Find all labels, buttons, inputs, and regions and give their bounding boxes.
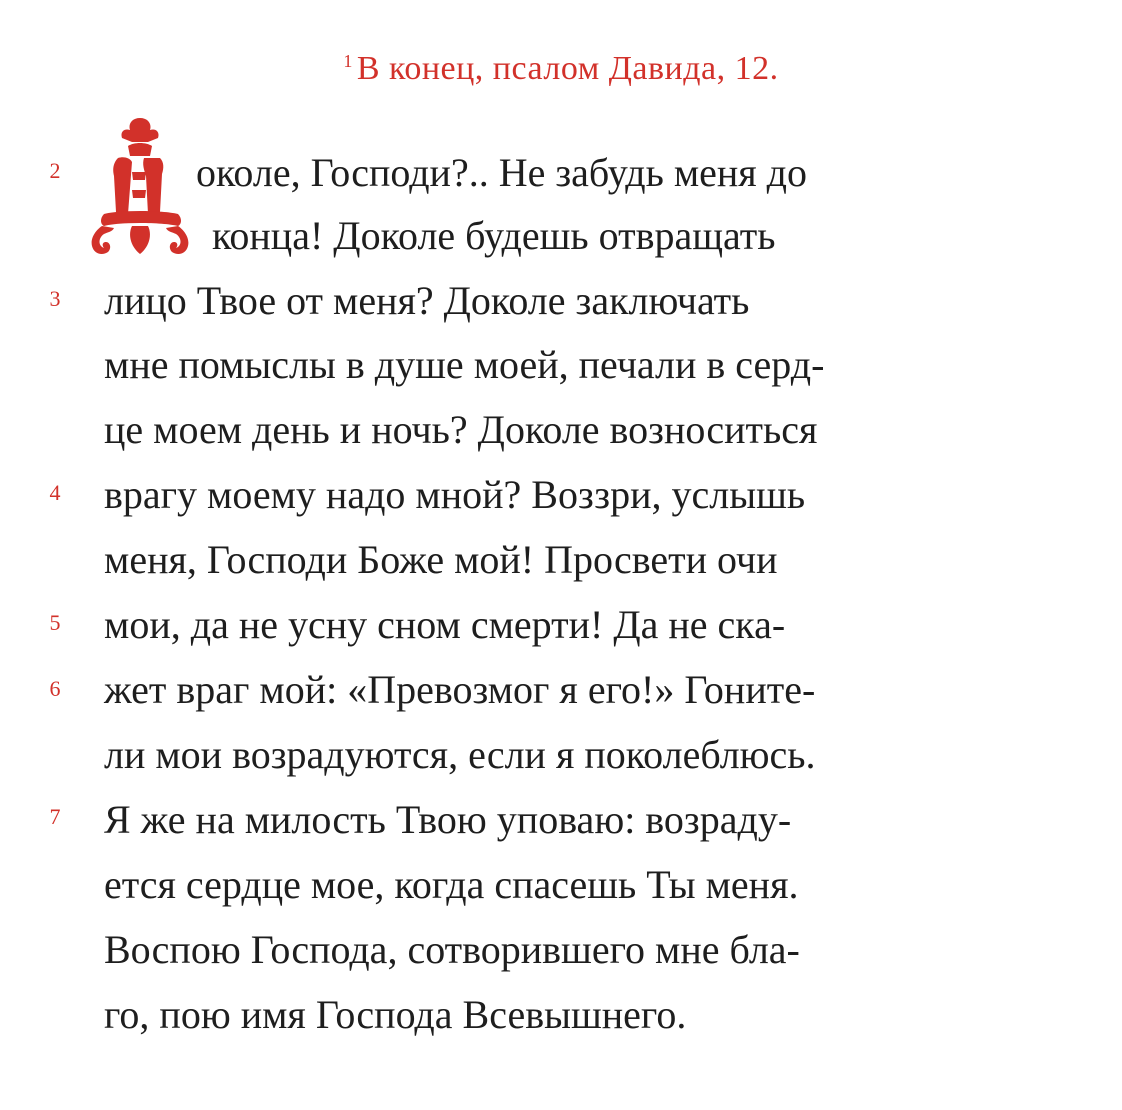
text-line-8: мои, да не усну сном смерти! Да не ска- [104,602,786,647]
heading-title: В конец, псалом Давида, 12. [356,50,779,87]
verse-number-6: 6 [49,676,61,701]
heading-note-number: 1 [343,50,353,71]
text-line-9: жет враг мой: «Превозмог я его!» Гоните- [104,667,816,712]
text-line-2: конца! Доколе будешь отвращать [212,213,776,258]
text-line-6: врагу моему надо мной? Воззри, услышь [104,472,806,517]
text-line-3: лицо Твое от меня? Доколе заключать [104,278,750,323]
text-line-13: Воспою Господа, сотворившего мне бла- [104,927,800,972]
psalm-heading [0,50,1122,88]
text-line-5: це моем день и ночь? Доколе возноситься [104,407,818,452]
text-line-1: околе, Господи?.. Не забудь меня до [196,150,808,195]
verse-number-5: 5 [49,610,61,635]
verse-number-2: 2 [49,158,61,183]
text-line-10: ли мои возрадуются, если я поколеблюсь. [104,732,816,777]
text-line-14: го, пою имя Господа Всевышнего. [104,992,687,1037]
text-line-12: ется сердце мое, когда спасешь Ты меня. [104,862,799,907]
verse-number-3: 3 [49,286,61,311]
verse-number-4: 4 [49,480,61,505]
text-line-11: Я же на милость Твою уповаю: возраду- [104,797,792,842]
verse-number-7: 7 [49,804,61,829]
text-line-7: меня, Господи Боже мой! Просвети очи [104,537,778,582]
text-line-4: мне помыслы в душе моей, печали в серд- [104,342,825,387]
dropcap-letter [88,116,192,266]
